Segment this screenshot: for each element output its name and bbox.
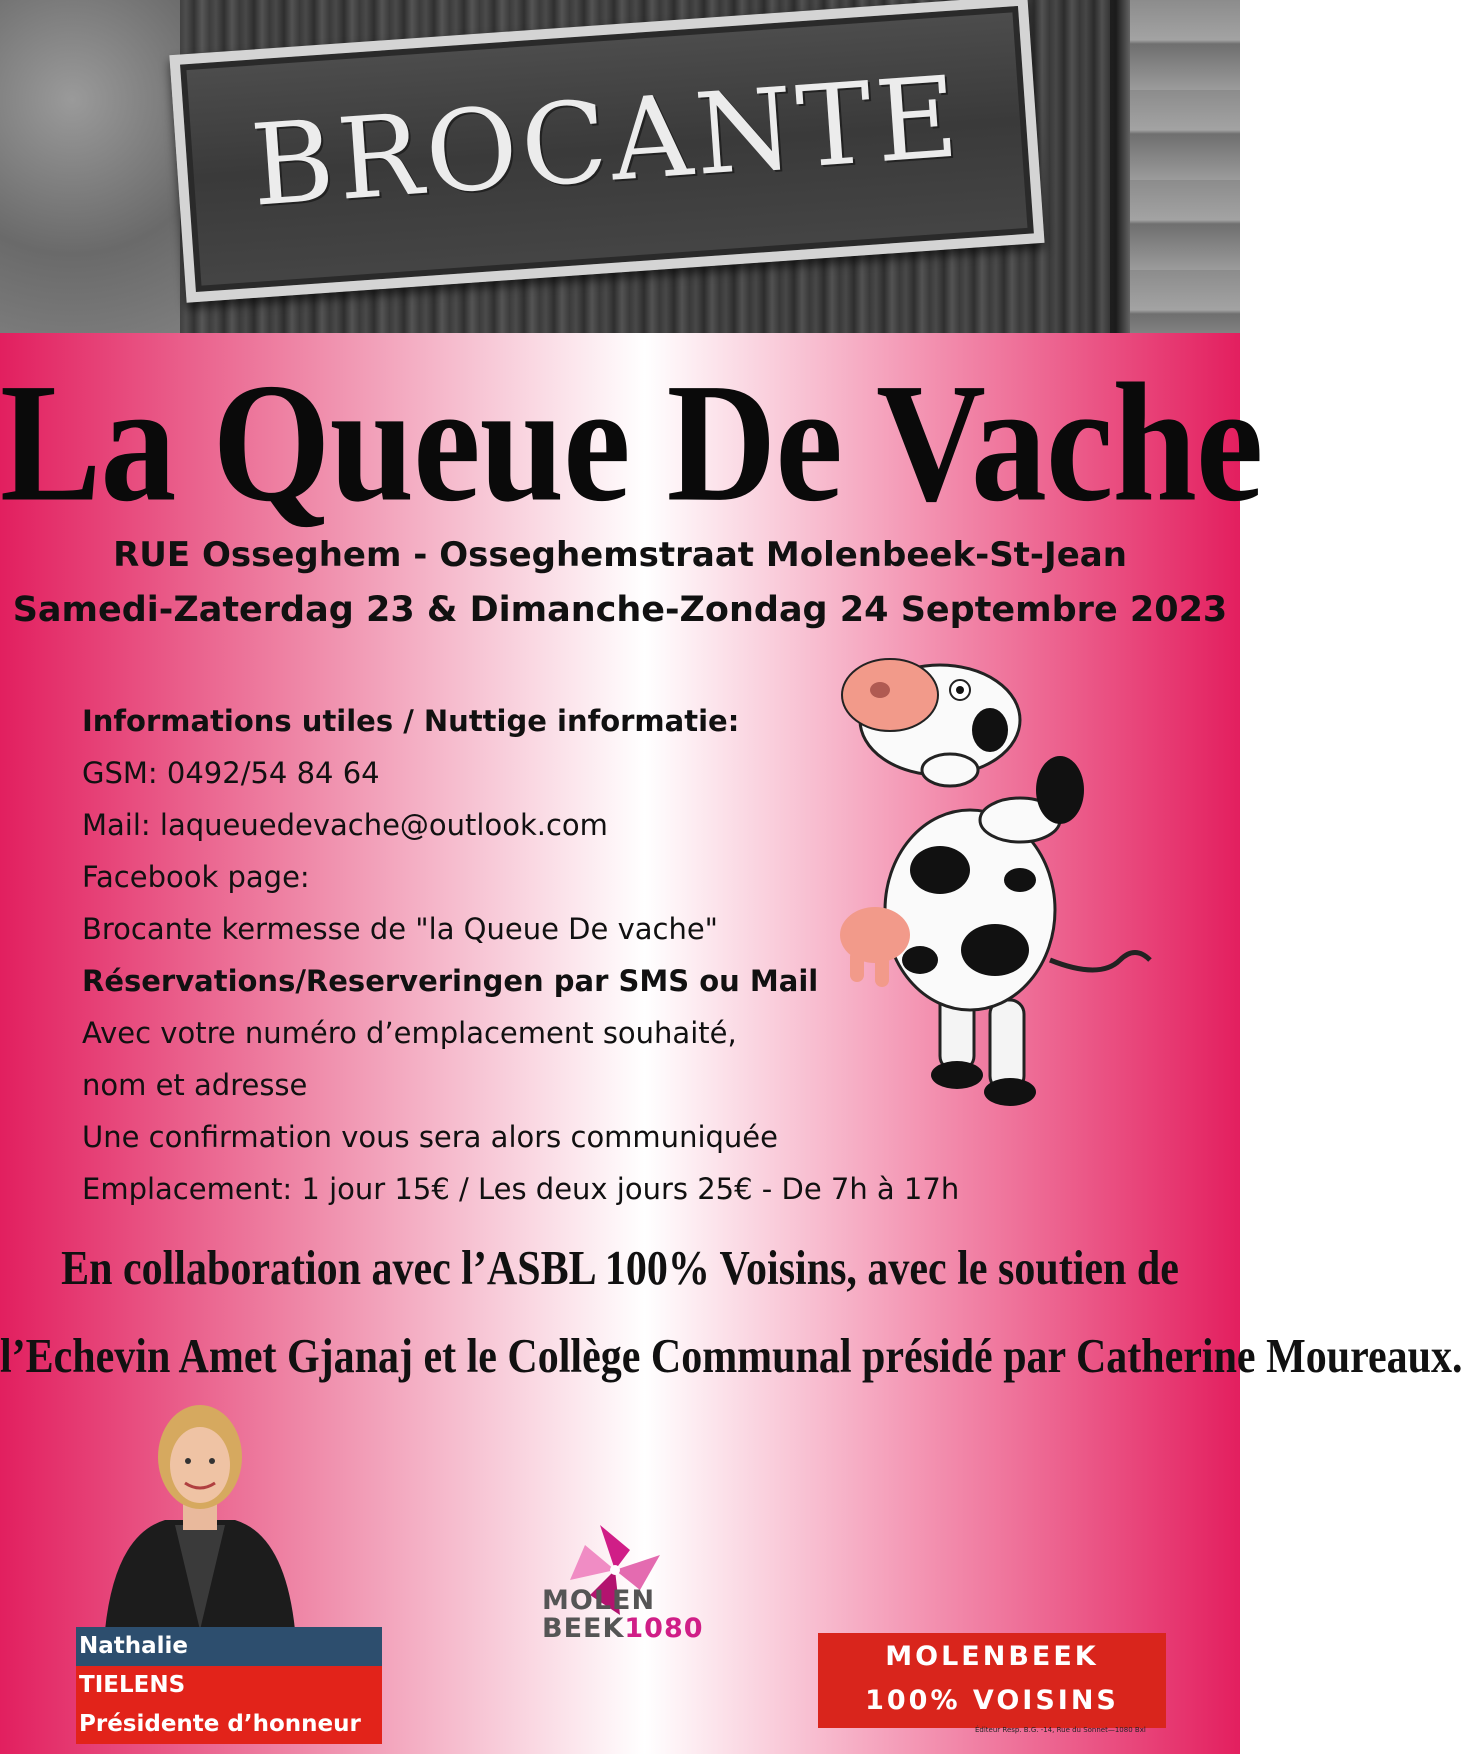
stone-wall-right <box>1130 0 1240 333</box>
person-photo <box>95 1395 305 1630</box>
person-last-name: TIELENS <box>76 1666 382 1705</box>
cow-illustration <box>820 660 1150 1120</box>
collaboration-line-2: l’Echevin Amet Gjanaj et le Collège Communal présidé par Catherine Moureaux. <box>0 1330 1462 1384</box>
info-gsm: GSM: 0492/54 84 64 <box>82 756 380 790</box>
info-mail: Mail: laqueuedevache@outlook.com <box>82 808 608 842</box>
sign-text: BROCANTE <box>247 52 966 232</box>
molenbeek-logo-line-2: BEEK <box>542 1613 625 1644</box>
info-reservations: Réservations/Reserveringen par SMS ou Mail <box>82 964 819 998</box>
molenbeek-voisins-logo <box>818 1633 1166 1728</box>
info-line-2: nom et adresse <box>82 1068 308 1102</box>
event-dates: Samedi-Zaterdag 23 & Dimanche-Zondag 24 Septembre 2023 <box>12 590 1228 630</box>
info-facebook-label: Facebook page: <box>82 860 310 894</box>
voisins-logo-line-1: MOLENBEEK <box>885 1641 1099 1672</box>
molenbeek-1080-logo <box>542 1587 704 1643</box>
event-address: RUE Osseghem - Osseghemstraat Molenbeek-St-Jean <box>113 535 1127 575</box>
stone-wall-left <box>0 0 180 333</box>
info-line-1: Avec votre numéro d’emplacement souhaité, <box>82 1016 737 1050</box>
collaboration-line-1: En collaboration avec l’ASBL 100% Voisins, avec le soutien de <box>61 1242 1179 1296</box>
info-facebook-page: Brocante kermesse de "la Queue De vache" <box>82 912 719 946</box>
molenbeek-logo-line-1: MOLEN <box>542 1585 656 1616</box>
event-title: La Queue De Vache <box>0 348 1263 537</box>
molenbeek-logo-number: 1080 <box>624 1613 704 1644</box>
header-photo <box>0 0 1240 333</box>
info-line-4: Emplacement: 1 jour 15€ / Les deux jours 25€ - De 7h à 17h <box>82 1172 960 1206</box>
publisher-note: Éditeur Resp. B.G. -14, Rue du Sonnet—1080 Bxl <box>975 1726 1146 1734</box>
info-line-3: Une confirmation vous sera alors communiquée <box>82 1120 778 1154</box>
person-first-name: Nathalie <box>76 1627 382 1666</box>
person-nameplate <box>76 1627 382 1744</box>
voisins-logo-line-2: 100% VOISINS <box>865 1685 1119 1716</box>
info-heading: Informations utiles / Nuttige informatie: <box>82 704 740 738</box>
person-role: Présidente d’honneur <box>76 1705 382 1744</box>
